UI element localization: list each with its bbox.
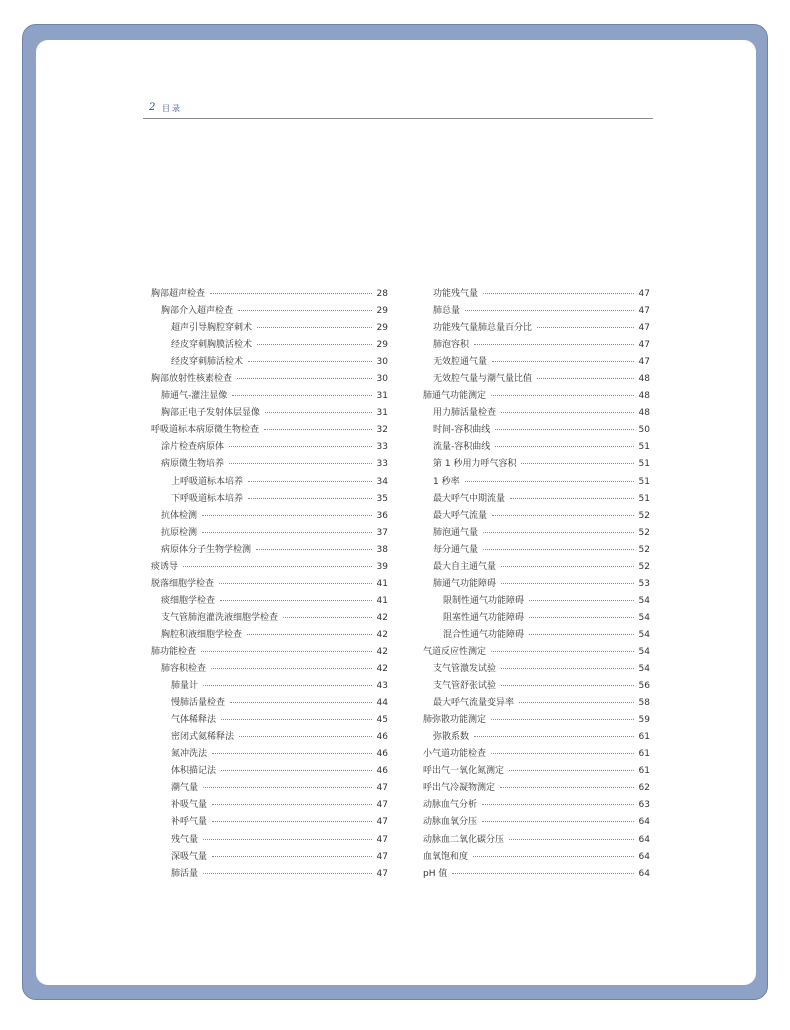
- toc-entry[interactable]: [151, 337, 388, 354]
- toc-entry-title: pH 值: [423, 868, 448, 879]
- toc-entry[interactable]: [423, 525, 650, 542]
- toc-entry[interactable]: [151, 320, 388, 337]
- toc-entry-title: 功能残气量肺总量百分比: [433, 323, 533, 334]
- toc-entry-title: 血氧饱和度: [423, 851, 469, 862]
- toc-entry[interactable]: [423, 866, 650, 883]
- toc-entry-page: 33: [376, 459, 388, 470]
- dot-leader: [529, 634, 634, 635]
- toc-entry-title: 最大呼气中期流量: [433, 493, 506, 504]
- dot-leader: [256, 549, 372, 550]
- dot-leader: [248, 498, 372, 499]
- dot-leader: [265, 412, 372, 413]
- toc-entry-title: 功能残气量: [433, 289, 479, 299]
- dot-leader: [465, 310, 634, 311]
- toc-entry-title: 氮冲洗法: [171, 749, 208, 760]
- toc-entry[interactable]: [151, 678, 388, 695]
- dot-leader: [202, 532, 372, 533]
- toc-entry-title: 气体稀释法: [171, 715, 217, 726]
- dot-leader: [500, 787, 634, 788]
- toc-entry[interactable]: [151, 371, 388, 388]
- dot-leader: [483, 549, 634, 550]
- toc-entry-title: 肺通气功能障碍: [433, 578, 497, 589]
- toc-entry-title: 肺通气-灌注显像: [161, 391, 228, 402]
- toc-entry[interactable]: [423, 286, 650, 303]
- toc-entry-title: 潮气量: [171, 783, 199, 794]
- toc-entry-page: 42: [376, 646, 388, 657]
- toc-entry[interactable]: [423, 661, 650, 678]
- toc-entry-page: 29: [376, 323, 388, 334]
- toc-entry[interactable]: [423, 576, 650, 593]
- toc-column-left: [151, 286, 388, 883]
- toc-entry-title: 支气管激发试验: [433, 664, 497, 675]
- toc-entry-title: 流量-容积曲线: [433, 442, 491, 453]
- toc-entry[interactable]: [423, 746, 650, 763]
- toc-entry-page: 61: [638, 749, 650, 760]
- toc-entry[interactable]: [423, 678, 650, 695]
- toc-entry[interactable]: [151, 286, 388, 303]
- dot-leader: [492, 361, 634, 362]
- dot-leader: [248, 481, 372, 482]
- toc-entry-title: 气道反应性测定: [423, 646, 487, 657]
- toc-entry-title: 阻塞性通气功能障碍: [443, 612, 525, 623]
- dot-leader: [483, 532, 634, 533]
- toc-entry-page: 37: [376, 527, 388, 538]
- toc-entry[interactable]: [423, 337, 650, 354]
- toc-entry-page: 39: [376, 561, 388, 572]
- toc-entry[interactable]: [423, 610, 650, 627]
- dot-leader: [203, 787, 372, 788]
- toc-entry-title: 上呼吸道标本培养: [171, 476, 244, 487]
- dot-leader: [474, 344, 634, 345]
- toc-entry-title: 每分通气量: [433, 544, 479, 555]
- toc-entry-page: 47: [638, 289, 650, 299]
- toc-entry[interactable]: [151, 405, 388, 422]
- dot-leader: [521, 463, 633, 464]
- toc-entry-page: 51: [638, 476, 650, 487]
- toc-entry-title: 补吸气量: [171, 800, 208, 811]
- dot-leader: [221, 719, 372, 720]
- running-header: [143, 100, 653, 119]
- toc-entry-page: 31: [376, 408, 388, 419]
- toc-entry-title: 动脉血氧分压: [423, 817, 478, 828]
- toc-entry-page: 47: [376, 817, 388, 828]
- toc-entry-page: 38: [376, 544, 388, 555]
- toc-entry[interactable]: [151, 644, 388, 661]
- toc-column-right: [423, 286, 650, 883]
- toc-entry[interactable]: [151, 542, 388, 559]
- toc-entry-page: 29: [376, 306, 388, 317]
- dot-leader: [482, 821, 634, 822]
- toc-entry-page: 50: [638, 425, 650, 436]
- toc-entry-page: 47: [376, 800, 388, 811]
- toc-entry-title: 呼出气一氧化氮测定: [423, 766, 505, 777]
- toc-entry-title: 病原微生物培养: [161, 459, 225, 470]
- toc-entry-page: 48: [638, 408, 650, 419]
- dot-leader: [452, 873, 633, 874]
- toc-entry[interactable]: [423, 456, 650, 473]
- toc-entry-title: 肺量计: [171, 681, 199, 692]
- toc-entry[interactable]: [423, 797, 650, 814]
- dot-leader: [212, 753, 372, 754]
- dot-leader: [201, 651, 372, 652]
- toc-entry-page: 47: [376, 783, 388, 794]
- toc-entry-page: 47: [638, 357, 650, 368]
- dot-leader: [257, 327, 372, 328]
- toc-entry[interactable]: [423, 405, 650, 422]
- toc-entry-page: 64: [638, 868, 650, 879]
- toc-entry-title: 无效腔气量与潮气量比值: [433, 374, 533, 385]
- section-title: 目录: [162, 104, 182, 113]
- toc-entry[interactable]: [151, 456, 388, 473]
- toc-entry-page: 30: [376, 374, 388, 385]
- toc-entry-page: 46: [376, 766, 388, 777]
- toc-entry-title: 1 秒率: [433, 476, 460, 487]
- toc-entry-page: 61: [638, 732, 650, 743]
- toc-entry-page: 54: [638, 595, 650, 606]
- toc-entry-title: 慢肺活量检查: [171, 698, 226, 709]
- toc-entry[interactable]: [423, 729, 650, 746]
- toc-entry-page: 48: [638, 391, 650, 402]
- toc-entry-page: 51: [638, 459, 650, 470]
- dot-leader: [509, 839, 634, 840]
- toc-entry-title: 胸部正电子发射体层显像: [161, 408, 261, 419]
- toc-entry-title: 肺泡容积: [433, 340, 470, 351]
- toc-entry-page: 43: [376, 681, 388, 692]
- dot-leader: [501, 685, 634, 686]
- toc-entry[interactable]: [151, 491, 388, 508]
- dot-leader: [283, 617, 372, 618]
- toc-entry[interactable]: [423, 559, 650, 576]
- toc-entry[interactable]: [423, 371, 650, 388]
- dot-leader: [203, 839, 372, 840]
- toc-entry-title: 用力肺活量检查: [433, 408, 497, 419]
- toc-entry-page: 34: [376, 476, 388, 487]
- toc-entry-title: 脱落细胞学检查: [151, 578, 215, 589]
- toc-entry[interactable]: [151, 439, 388, 456]
- toc-entry[interactable]: [151, 866, 388, 883]
- dot-leader: [509, 770, 634, 771]
- toc-entry[interactable]: [151, 746, 388, 763]
- dot-leader: [482, 804, 634, 805]
- toc-entry-page: 42: [376, 612, 388, 623]
- toc-entry-page: 47: [638, 323, 650, 334]
- toc-entry[interactable]: [423, 474, 650, 491]
- document-page: [36, 40, 756, 985]
- toc-entry-page: 63: [638, 800, 650, 811]
- toc-entry-page: 52: [638, 510, 650, 521]
- toc-entry-page: 59: [638, 715, 650, 726]
- toc-entry-title: 呼吸道标本病原微生物检查: [151, 425, 260, 436]
- dot-leader: [212, 856, 372, 857]
- page-number: 2: [149, 102, 156, 113]
- toc-entry[interactable]: [423, 832, 650, 849]
- toc-entry[interactable]: [151, 780, 388, 797]
- dot-leader: [501, 583, 634, 584]
- dot-leader: [501, 412, 634, 413]
- toc-entry[interactable]: [151, 610, 388, 627]
- dot-leader: [495, 429, 633, 430]
- toc-entry-page: 51: [638, 442, 650, 453]
- toc-entry-title: 小气道功能检查: [423, 749, 487, 760]
- toc-entry[interactable]: [151, 388, 388, 405]
- toc-entry[interactable]: [151, 559, 388, 576]
- toc-entry[interactable]: [151, 508, 388, 525]
- toc-entry-page: 64: [638, 834, 650, 845]
- toc-entry-page: 47: [376, 834, 388, 845]
- toc-entry-title: 超声引导胸腔穿刺术: [171, 323, 253, 334]
- page-frame: [22, 24, 768, 1000]
- toc-entry-title: 抗体检测: [161, 510, 198, 521]
- toc-entry[interactable]: [151, 712, 388, 729]
- toc-entry-page: 33: [376, 442, 388, 453]
- dot-leader: [203, 873, 372, 874]
- dot-leader: [183, 566, 372, 567]
- toc-entry-title: 经皮穿刺胸膜活检术: [171, 340, 253, 351]
- dot-leader: [491, 395, 634, 396]
- toc-entry-title: 抗原检测: [161, 527, 198, 538]
- toc-entry[interactable]: [423, 542, 650, 559]
- dot-leader: [495, 446, 633, 447]
- toc-entry-title: 密闭式氦稀释法: [171, 732, 235, 743]
- toc-entry-title: 体积描记法: [171, 766, 217, 777]
- toc-entry[interactable]: [423, 644, 650, 661]
- toc-entry-title: 胸腔积液细胞学检查: [161, 629, 243, 640]
- toc-entry[interactable]: [423, 593, 650, 610]
- dot-leader: [501, 566, 634, 567]
- toc-entry[interactable]: [423, 695, 650, 712]
- toc-entry[interactable]: [151, 832, 388, 849]
- dot-leader: [202, 515, 372, 516]
- dot-leader: [473, 856, 634, 857]
- dot-leader: [491, 753, 634, 754]
- toc-entry-title: 支气管肺泡灌洗液细胞学检查: [161, 612, 279, 623]
- dot-leader: [519, 702, 634, 703]
- toc-entry[interactable]: [151, 627, 388, 644]
- toc-entry-page: 51: [638, 493, 650, 504]
- toc-entry[interactable]: [423, 491, 650, 508]
- toc-entry-page: 52: [638, 561, 650, 572]
- dot-leader: [491, 651, 634, 652]
- toc-entry[interactable]: [423, 780, 650, 797]
- toc-entry-page: 54: [638, 612, 650, 623]
- dot-leader: [232, 395, 371, 396]
- toc-entry-title: 限制性通气功能障碍: [443, 595, 525, 606]
- toc-entry[interactable]: [151, 525, 388, 542]
- toc-entry-page: 47: [638, 306, 650, 317]
- toc-entry-title: 弥散系数: [433, 732, 470, 743]
- toc-entry-page: 41: [376, 595, 388, 606]
- toc-entry-title: 无效腔通气量: [433, 357, 488, 368]
- toc-entry[interactable]: [423, 422, 650, 439]
- toc-entry-page: 62: [638, 783, 650, 794]
- dot-leader: [264, 429, 372, 430]
- toc-entry-page: 48: [638, 374, 650, 385]
- toc-entry-title: 痰诱导: [151, 561, 179, 572]
- toc-entry-title: 时间-容积曲线: [433, 425, 491, 436]
- toc-entry-title: 呼出气冷凝物测定: [423, 783, 496, 794]
- dot-leader: [491, 719, 634, 720]
- dot-leader: [474, 736, 634, 737]
- toc-entry-title: 第 1 秒用力呼气容积: [433, 459, 517, 470]
- toc-entry[interactable]: [151, 474, 388, 491]
- toc-entry[interactable]: [151, 303, 388, 320]
- toc-entry-page: 64: [638, 851, 650, 862]
- dot-leader: [219, 583, 372, 584]
- toc-entry-title: 胸部超声检查: [151, 289, 206, 299]
- toc-entry-title: 经皮穿刺肺活检术: [171, 357, 244, 368]
- toc-entry-page: 35: [376, 493, 388, 504]
- dot-leader: [492, 515, 634, 516]
- dot-leader: [210, 293, 372, 294]
- toc-entry-page: 44: [376, 698, 388, 709]
- toc-entry[interactable]: [151, 661, 388, 678]
- toc-entry-page: 54: [638, 646, 650, 657]
- dot-leader: [248, 361, 372, 362]
- dot-leader: [211, 668, 372, 669]
- toc-entry-page: 46: [376, 749, 388, 760]
- toc-entry[interactable]: [423, 849, 650, 866]
- toc-entry-page: 53: [638, 578, 650, 589]
- toc-entry-title: 残气量: [171, 834, 199, 845]
- dot-leader: [203, 685, 372, 686]
- toc-entry[interactable]: [423, 627, 650, 644]
- dot-leader: [238, 310, 372, 311]
- toc-entry-page: 36: [376, 510, 388, 521]
- toc-entry-title: 肺弥散功能测定: [423, 715, 487, 726]
- toc-entry-page: 64: [638, 817, 650, 828]
- toc-entry[interactable]: [423, 763, 650, 780]
- toc-entry[interactable]: [151, 814, 388, 831]
- toc-entry-title: 支气管舒张试验: [433, 681, 497, 692]
- toc-entry[interactable]: [151, 422, 388, 439]
- toc-entry-title: 补呼气量: [171, 817, 208, 828]
- toc-entry-page: 54: [638, 629, 650, 640]
- toc-entry[interactable]: [151, 729, 388, 746]
- dot-leader: [212, 821, 372, 822]
- toc-entry-title: 病原体分子生物学检测: [161, 544, 252, 555]
- toc-entry-page: 31: [376, 391, 388, 402]
- dot-leader: [501, 668, 634, 669]
- toc-entry-title: 肺泡通气量: [433, 527, 479, 538]
- toc-entry[interactable]: [423, 320, 650, 337]
- dot-leader: [537, 378, 634, 379]
- toc-entry-page: 56: [638, 681, 650, 692]
- toc-entry-page: 54: [638, 664, 650, 675]
- toc-entry-title: 下呼吸道标本培养: [171, 493, 244, 504]
- toc-entry-page: 30: [376, 357, 388, 368]
- toc-entry[interactable]: [423, 388, 650, 405]
- toc-entry-title: 动脉血二氧化碳分压: [423, 834, 505, 845]
- dot-leader: [247, 634, 372, 635]
- toc-entry-page: 42: [376, 664, 388, 675]
- toc-entry-page: 29: [376, 340, 388, 351]
- toc-entry-page: 41: [376, 578, 388, 589]
- toc-entry[interactable]: [423, 439, 650, 456]
- toc-entry[interactable]: [151, 593, 388, 610]
- dot-leader: [529, 617, 634, 618]
- dot-leader: [212, 804, 372, 805]
- toc-entry[interactable]: [423, 814, 650, 831]
- toc-entry-title: 痰细胞学检查: [161, 595, 216, 606]
- toc-entry-title: 涂片检查病原体: [161, 442, 225, 453]
- toc-entry-title: 肺容积检查: [161, 664, 207, 675]
- toc-entry-page: 47: [376, 851, 388, 862]
- toc-entry[interactable]: [151, 576, 388, 593]
- dot-leader: [529, 600, 634, 601]
- toc-entry-title: 最大呼气流量: [433, 510, 488, 521]
- toc-entry[interactable]: [151, 763, 388, 780]
- dot-leader: [229, 463, 372, 464]
- toc-entry-title: 肺功能检查: [151, 646, 197, 657]
- toc-entry[interactable]: [151, 695, 388, 712]
- toc-entry-title: 肺活量: [171, 868, 199, 879]
- toc-entry[interactable]: [423, 303, 650, 320]
- toc-entry[interactable]: [151, 354, 388, 371]
- dot-leader: [221, 770, 372, 771]
- dot-leader: [257, 344, 372, 345]
- toc-entry-page: 47: [376, 868, 388, 879]
- toc-entry[interactable]: [423, 712, 650, 729]
- toc-entry-page: 28: [376, 289, 388, 299]
- dot-leader: [237, 378, 372, 379]
- toc-entry-title: 深吸气量: [171, 851, 208, 862]
- toc-entry-title: 胸部放射性核素检查: [151, 374, 233, 385]
- toc-entry-title: 肺通气功能测定: [423, 391, 487, 402]
- dot-leader: [220, 600, 372, 601]
- toc-entry[interactable]: [423, 508, 650, 525]
- toc-entry-title: 混合性通气功能障碍: [443, 629, 525, 640]
- toc-entry-title: 动脉血气分析: [423, 800, 478, 811]
- toc-entry-title: 最大呼气流量变异率: [433, 698, 515, 709]
- dot-leader: [510, 498, 634, 499]
- toc-entry-page: 32: [376, 425, 388, 436]
- toc-entry-page: 61: [638, 766, 650, 777]
- toc-entry-page: 58: [638, 698, 650, 709]
- dot-leader: [230, 702, 372, 703]
- toc-entry-title: 肺总量: [433, 306, 461, 317]
- toc-entry-page: 46: [376, 732, 388, 743]
- dot-leader: [483, 293, 634, 294]
- toc-entry-page: 52: [638, 527, 650, 538]
- dot-leader: [239, 736, 372, 737]
- toc-entry-page: 45: [376, 715, 388, 726]
- toc-entry[interactable]: [151, 797, 388, 814]
- toc-entry-title: 最大自主通气量: [433, 561, 497, 572]
- toc-entry-title: 胸部介入超声检查: [161, 306, 234, 317]
- toc-entry-page: 52: [638, 544, 650, 555]
- toc-entry[interactable]: [151, 849, 388, 866]
- toc-entry-page: 47: [638, 340, 650, 351]
- dot-leader: [537, 327, 634, 328]
- toc-entry[interactable]: [423, 354, 650, 371]
- toc-entry-page: 42: [376, 629, 388, 640]
- dot-leader: [465, 481, 634, 482]
- dot-leader: [229, 446, 372, 447]
